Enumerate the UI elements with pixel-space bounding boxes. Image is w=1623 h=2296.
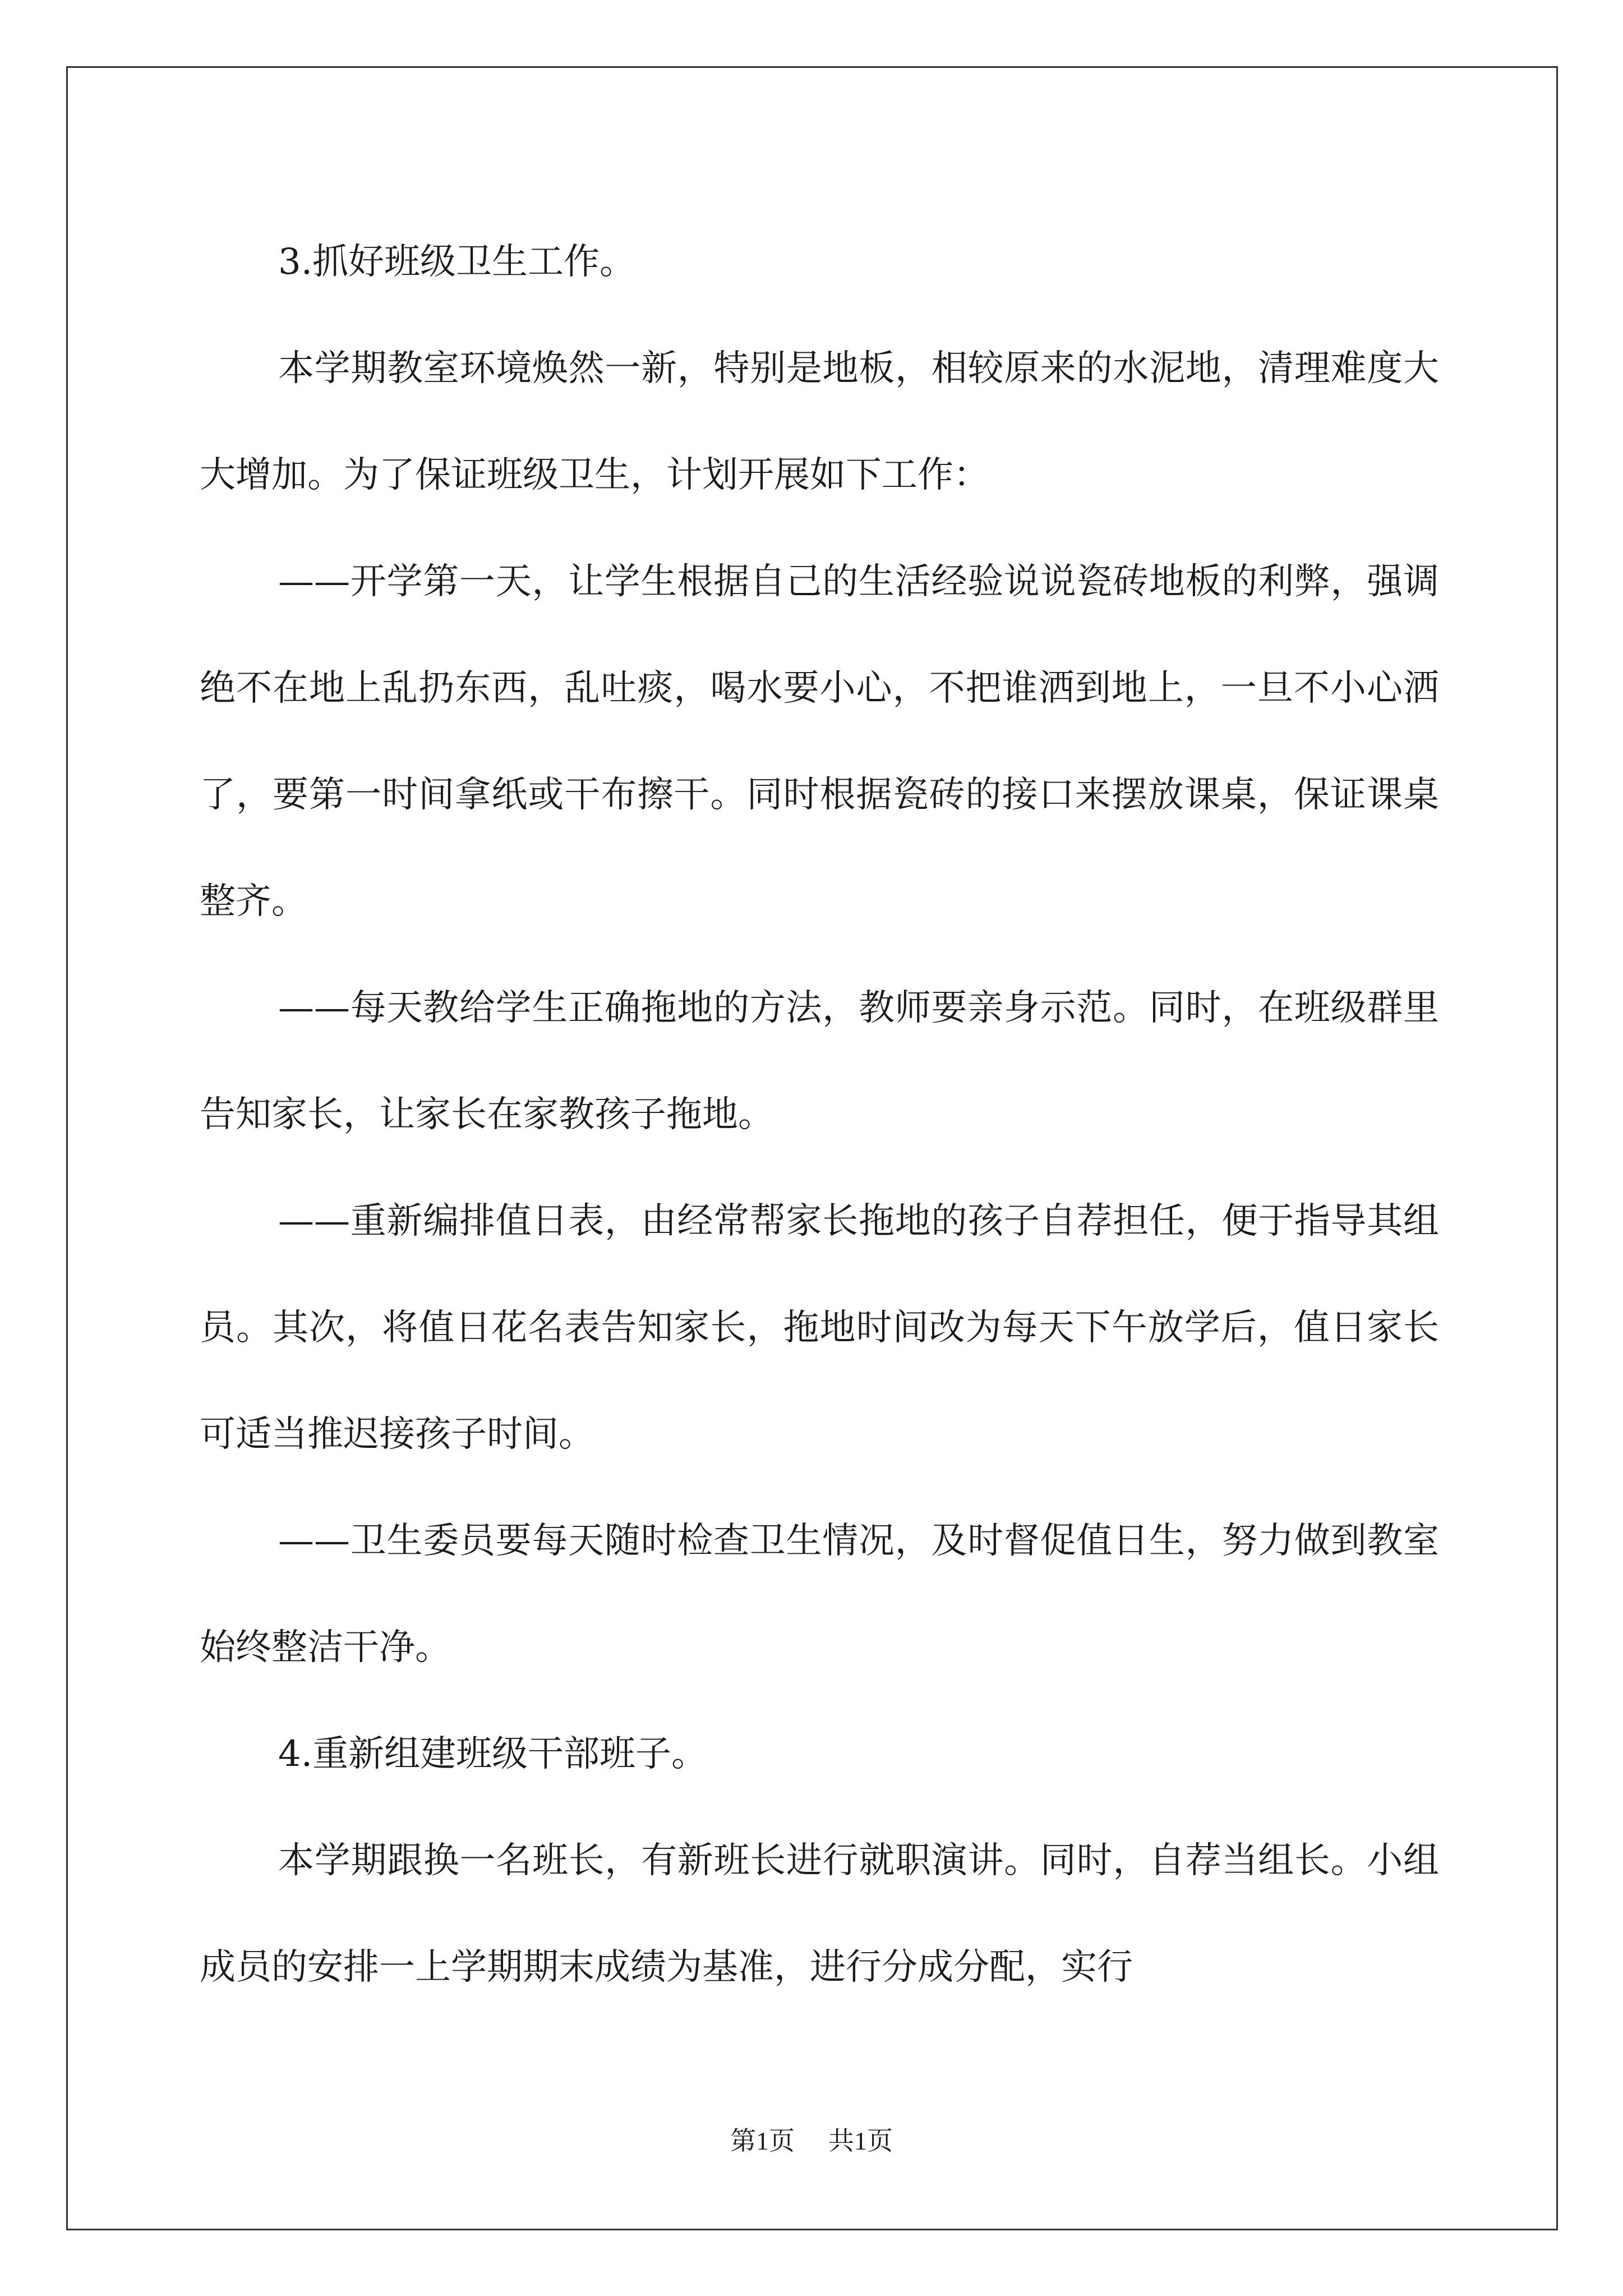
heading-section-4: 4.重新组建班级干部班子。	[278, 1733, 708, 1775]
heading-section-3: 3.抓好班级卫生工作。	[278, 241, 636, 283]
paragraph: ——每天教给学生正确拖地的方法，教师要亲身示范。同时，在班级群里告知家长，让家长在家教孩子拖地。	[200, 987, 1439, 1135]
paragraph: 本学期跟换一名班长，有新班长进行就职演讲。同时，自荐当组长。小组成员的安排一上学期期末成绩为基准，进行分成分配，实行	[200, 1840, 1439, 1988]
page-total: 共1页	[828, 2127, 893, 2155]
paragraph: ——开学第一天，让学生根据自己的生活经验说说瓷砖地板的利弊，强调绝不在地上乱扔东西，乱吐痰，喝水要小心，不把谁洒到地上，一旦不小心洒了，要第一时间拿纸或干布擦干。同时根据瓷砖的接口来摆放课桌，保证课桌整齐。	[200, 561, 1439, 922]
page-number: 第1页	[730, 2127, 795, 2155]
page-footer	[0, 2120, 1623, 2157]
document-body	[200, 209, 1439, 2021]
paragraph: 本学期教室环境焕然一新，特别是地板，相较原来的水泥地，清理难度大大增加。为了保证班级卫生，计划开展如下工作：	[200, 348, 1439, 496]
paragraph: ——重新编排值日表，由经常帮家长拖地的孩子自荐担任，便于指导其组员。其次，将值日花名表告知家长，拖地时间改为每天下午放学后，值日家长可适当推迟接孩子时间。	[200, 1200, 1439, 1455]
paragraph: ——卫生委员要每天随时检查卫生情况，及时督促值日生，努力做到教室始终整洁干净。	[200, 1520, 1439, 1668]
